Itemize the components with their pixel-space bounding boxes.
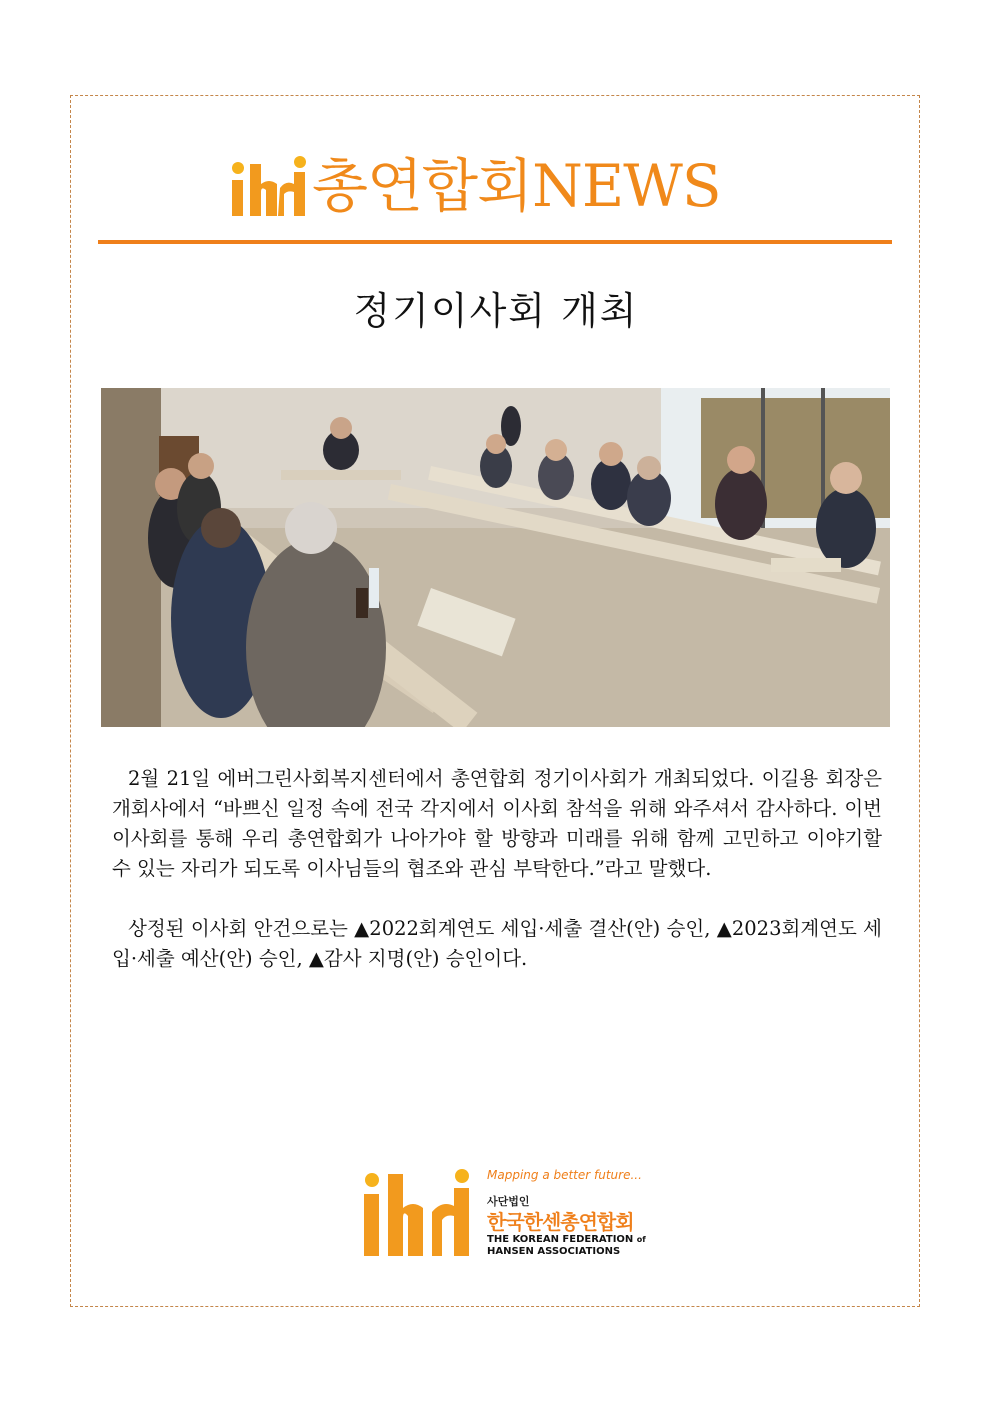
photo-illustration	[101, 388, 890, 727]
hansen-logo-icon	[228, 154, 308, 218]
meeting-photo	[101, 388, 890, 727]
org-name-korean: 한국한센총연합회	[487, 1210, 634, 1234]
article-headline: 정기이사회 개최	[353, 289, 639, 333]
org-name-english-line2: HANSEN ASSOCIATIONS	[487, 1246, 621, 1257]
masthead	[228, 148, 721, 218]
article-body	[112, 764, 882, 974]
newsletter-title: 총연합회NEWS	[312, 152, 721, 220]
org-type: 사단법인	[487, 1195, 530, 1208]
org-name-english-of: of	[636, 1235, 646, 1244]
header-rule	[98, 240, 892, 244]
footer-tagline: Mapping a better future...	[487, 1168, 642, 1182]
org-name-english-line1: THE KOREAN FEDERATION	[487, 1234, 634, 1245]
article-paragraph: 2월 21일 에버그린사회복지센터에서 총연합회 정기이사회가 개최되었다. 이길용 회장은 개회사에서 “바쁘신 일정 속에 전국 각지에서 이사회 참석을 위해 와주셔서 감사하다. 이번 이사회를 통해 우리 총연합회가 나아가야 할 방향과 미래를 위해 함께 고민하고 이야기할 수 있는 자리가 되도록 이사님들의 협조와 관심 부탁한다.”라고 말했다.	[112, 767, 882, 880]
article-paragraph: 상정된 이사회 안건으로는 ▲2022회계연도 세입·세출 결산(안) 승인, ▲2023회계연도 세입·세출 예산(안) 승인, ▲감사 지명(안) 승인이다.	[112, 917, 882, 970]
org-name-english	[487, 1234, 646, 1258]
